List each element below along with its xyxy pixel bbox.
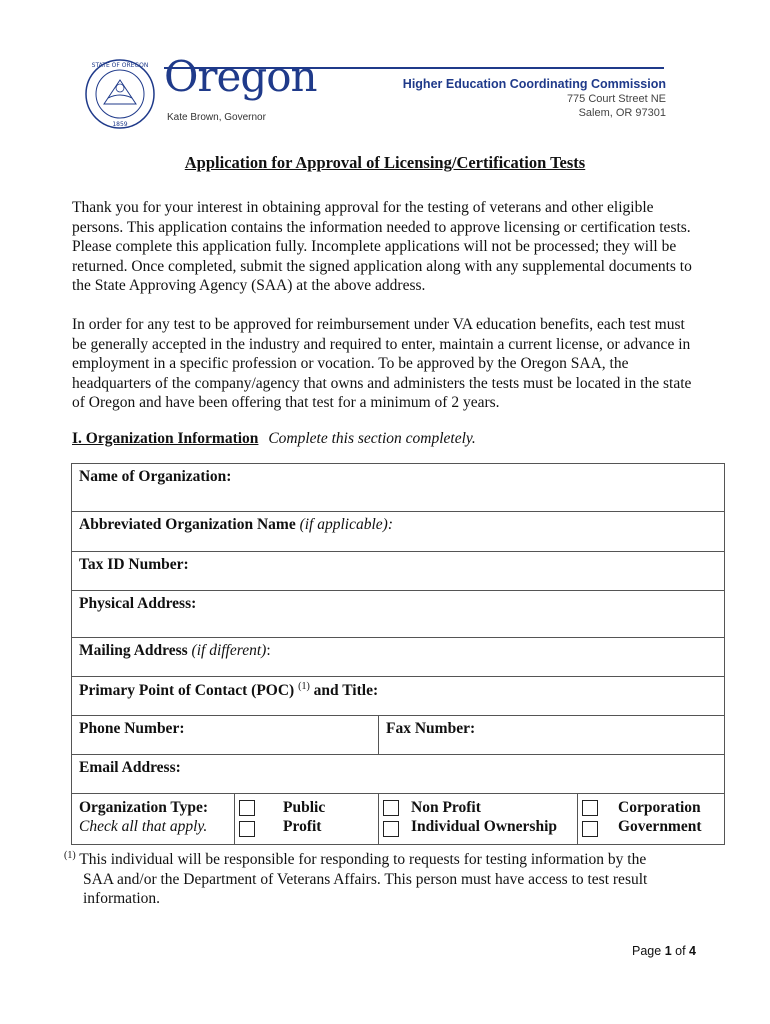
section-heading: [72, 430, 476, 448]
poc-label-tail: and Title:: [313, 682, 379, 700]
seal-year: 1859: [112, 121, 128, 128]
public-option: Public: [283, 799, 326, 816]
individual-ownership-option: Individual Ownership: [411, 818, 558, 835]
seal-text: STATE OF OREGON: [91, 62, 149, 69]
governor-name: Kate Brown, Governor: [167, 112, 266, 123]
profit-checkbox[interactable]: [239, 821, 255, 837]
mailing-address-note: (if different): [191, 642, 267, 659]
tax-id-field[interactable]: [72, 552, 725, 591]
page-prefix: Page: [632, 944, 662, 958]
mailing-address-field[interactable]: [72, 638, 725, 677]
org-type-row: [72, 794, 725, 845]
org-name-label: Name of Organization:: [79, 468, 232, 485]
state-seal-icon: [84, 58, 156, 130]
phone-field[interactable]: [72, 716, 379, 755]
footnote-first-line: This individual will be responsible for responding to requests for testing information by the: [79, 851, 647, 869]
document-title: Application for Approval of Licensing/Certification Tests: [184, 153, 586, 172]
email-field[interactable]: [72, 755, 725, 794]
page-of: of: [675, 944, 686, 958]
tax-id-label: Tax ID Number:: [79, 556, 189, 573]
mailing-address-label: Mailing Address: [79, 642, 188, 659]
corporation-option: Corporation: [618, 799, 701, 816]
org-type-label: Organization Type:: [79, 799, 209, 816]
agency-block: [403, 77, 666, 119]
poc-field[interactable]: [72, 677, 725, 716]
individual-ownership-checkbox[interactable]: [383, 821, 399, 837]
page-number: [632, 944, 696, 958]
address-line-2: Salem, OR 97301: [578, 107, 666, 119]
footnote: [64, 846, 714, 909]
nonprofit-checkbox[interactable]: [383, 800, 399, 816]
abbr-name-note: (if applicable):: [299, 516, 393, 533]
poc-footnote-ref: (1): [298, 681, 310, 692]
agency-name: Higher Education Coordinating Commission: [402, 77, 666, 91]
fax-field[interactable]: [379, 716, 725, 755]
email-label: Email Address:: [79, 759, 181, 776]
org-type-col-1: [235, 794, 379, 844]
organization-form: [71, 463, 725, 845]
org-type-note: Check all that apply.: [79, 818, 208, 835]
public-checkbox[interactable]: [239, 800, 255, 816]
address-line-1: 775 Court Street NE: [566, 93, 666, 105]
mailing-colon: :: [266, 642, 271, 659]
physical-address-field[interactable]: [72, 591, 725, 638]
corporation-checkbox[interactable]: [582, 800, 598, 816]
nonprofit-option: Non Profit: [411, 799, 481, 816]
government-checkbox[interactable]: [582, 821, 598, 837]
intro-paragraph: Thank you for your interest in obtaining approval for the testing of veterans and other eligible persons. This application contains the information needed to approve licensing or certification tests. Please complete this application fully. Incomplete applications will not be processed; they will be returned. Once completed, submit the signed application along with any supplemental documents to the State Approving Agency (SAA) at the above address.: [72, 199, 692, 294]
footnote-rest: SAA and/or the Department of Veterans Affairs. This person must have access to test result information.: [83, 870, 648, 908]
org-name-field[interactable]: [72, 464, 725, 512]
government-option: Government: [618, 818, 702, 835]
org-type-col-2: [379, 794, 578, 844]
org-type-col-3: [578, 794, 706, 844]
section-label: I. Organization Information: [72, 430, 259, 447]
footnote-marker: (1): [64, 850, 76, 861]
oregon-logo: Oregon: [164, 52, 317, 101]
section-note: Complete this section completely.: [268, 430, 476, 447]
page-current: 1: [664, 944, 672, 958]
eligibility-paragraph: In order for any test to be approved for reimbursement under VA education benefits, each test must be generally accepted in the industry and required to enter, maintain a current license, or advance in employment in a specific profession or vocation. To be approved by the Oregon SAA, the headquarters of the company/agency that owns and administers the tests must be located in the state of Oregon and have been offering that test for a minimum of 2 years.: [72, 316, 692, 411]
abbr-name-field[interactable]: [72, 512, 725, 552]
abbr-name-label: Abbreviated Organization Name: [79, 516, 296, 533]
fax-label: Fax Number:: [386, 720, 476, 737]
page-total: 4: [689, 944, 696, 958]
phone-label: Phone Number:: [79, 720, 185, 737]
org-type-label-cell: [72, 794, 235, 844]
poc-label: Primary Point of Contact (POC): [79, 682, 295, 700]
physical-address-label: Physical Address:: [79, 595, 197, 612]
profit-option: Profit: [283, 818, 322, 835]
